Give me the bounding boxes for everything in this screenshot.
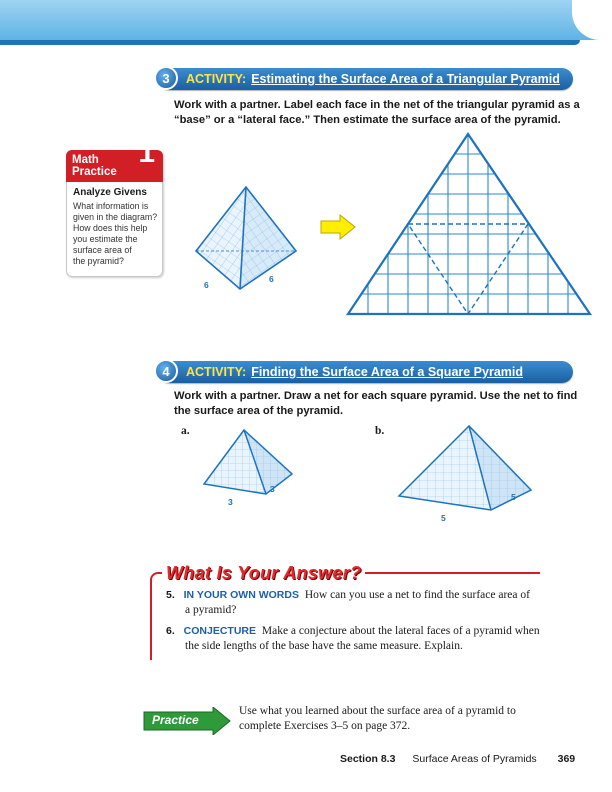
triangular-pyramid-net — [340, 128, 600, 323]
activity-3-banner — [158, 68, 573, 90]
question-5 — [166, 588, 586, 618]
activity-4-number: 4 — [154, 359, 178, 383]
activity-3-label: ACTIVITY: — [186, 72, 247, 86]
practice-text-line2: complete Exercises 3–5 on page 372. — [239, 720, 411, 732]
tri-pyramid-dim-left: 6 — [204, 280, 209, 290]
part-b-label: b. — [375, 425, 385, 437]
activity-4-instructions-line1: Work with a partner. Draw a net for each square pyramid. Use the net to find — [174, 390, 578, 402]
practice-text-line1: Use what you learned about the surface area of a pyramid to — [239, 705, 516, 717]
math-practice-subtitle: Analyze Givens — [73, 187, 147, 198]
question-6 — [166, 624, 586, 654]
activity-3-instructions — [174, 98, 594, 128]
activity-4-instructions-line2: the surface area of the pyramid. — [174, 405, 344, 417]
question-5-keyword: IN YOUR OWN WORDS — [183, 589, 299, 601]
question-6-number: 6. — [166, 625, 175, 637]
tri-pyramid-dim-right: 6 — [269, 274, 274, 284]
activity-4-banner — [158, 361, 573, 383]
practice-text — [239, 704, 559, 734]
math-practice-text-line: What information is — [73, 201, 149, 211]
square-pyramid-a-figure — [200, 428, 300, 500]
math-practice-box — [66, 136, 163, 277]
math-practice-text-line: the pyramid? — [73, 256, 124, 266]
activity-3-number: 3 — [154, 66, 178, 90]
activity-3-instructions-line2: “base” or a “lateral face.” Then estimate the surface area of the pyramid. — [174, 114, 561, 126]
activity-4-label: ACTIVITY: — [186, 365, 247, 379]
pyramid-b-dim-base: 5 — [441, 513, 446, 523]
footer-section: Section 8.3 — [340, 753, 396, 765]
math-practice-text — [73, 201, 161, 267]
pyramid-a-dim-base: 3 — [228, 497, 233, 507]
question-6-text: Make a conjecture about the lateral faces of a pyramid when — [261, 625, 540, 637]
activity-3-title: Estimating the Surface Area of a Triangular Pyramid — [251, 72, 560, 86]
question-6-text-line2: the side lengths of the base have the same measure. Explain. — [185, 640, 463, 652]
triangular-pyramid-figure — [190, 185, 302, 295]
math-practice-header — [66, 136, 163, 182]
part-a-label: a. — [181, 425, 190, 437]
math-practice-text-line: surface area of — [73, 245, 132, 255]
math-practice-number: 1 — [138, 136, 155, 169]
question-5-number: 5. — [166, 589, 175, 601]
question-6-keyword: CONJECTURE — [183, 625, 256, 637]
what-is-your-answer-title: What Is Your Answer? — [162, 563, 365, 584]
practice-label: Practice — [152, 713, 199, 727]
pyramid-b-dim-side: 5 — [511, 492, 516, 502]
page-header-band — [0, 0, 612, 40]
math-practice-text-line: given in the diagram? — [73, 212, 158, 222]
pyramid-a-dim-side: 3 — [270, 484, 275, 494]
activity-3-instructions-line1: Work with a partner. Label each face in the net of the triangular pyramid as a — [174, 99, 580, 111]
activity-4-instructions — [174, 389, 594, 419]
practice-arrow-badge[interactable] — [143, 707, 231, 735]
footer-section-title: Surface Areas of Pyramids — [412, 753, 537, 765]
math-practice-text-line: you estimate the — [73, 234, 138, 244]
activity-4-title: Finding the Surface Area of a Square Pyramid — [251, 365, 524, 379]
footer-page-number: 369 — [557, 753, 576, 765]
math-practice-text-line: How does this help — [73, 223, 148, 233]
square-pyramid-b-figure — [395, 424, 535, 516]
math-practice-header-line2: Practice — [72, 166, 117, 178]
question-5-text-line2: a pyramid? — [185, 604, 237, 616]
math-practice-header-line1: Math — [72, 154, 99, 166]
footer — [340, 753, 580, 765]
question-5-text: How can you use a net to find the surface area of — [304, 589, 530, 601]
page-header-line — [0, 40, 580, 45]
